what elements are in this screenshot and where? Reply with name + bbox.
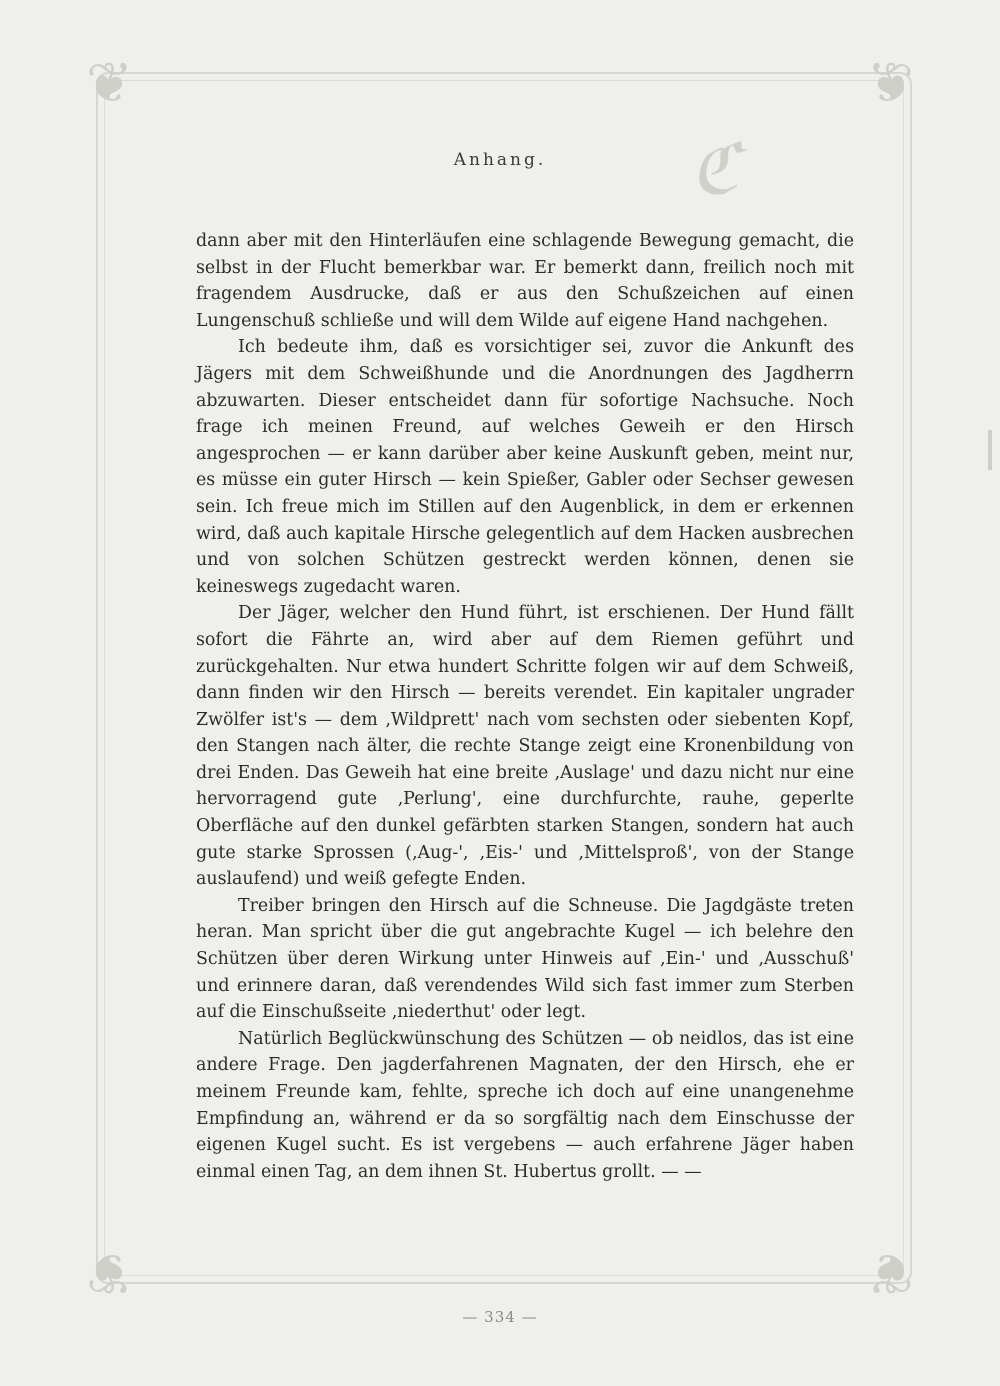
corner-ornament-icon: ❦ (86, 51, 133, 116)
paragraph: dann aber mit den Hinterläufen eine schlagende Bewegung gemacht, die selbst in der Flucht bemerkbar war. Er bemerkt dann, freilich noch mit fragendem Ausdrucke, daß er aus den Schußzeichen auf einen Lungenschuß schließe und will dem Wilde auf eigene Hand nachgehen. (196, 231, 854, 331)
corner-ornament-icon: ❦ (867, 51, 914, 116)
paragraph: Treiber bringen den Hirsch auf die Schneuse. Die Jagdgäste treten heran. Man spricht über die gut angebrachte Kugel — ich belehre den Schützen über deren Wirkung unter Hinweis auf ‚Ein-' und ‚Ausschuß' und erinnere daran, daß verendendes Wild sich fast immer zum Sterben auf die Einschußseite ‚niederthut' oder legt. (196, 895, 854, 1023)
running-head: Anhang. (453, 150, 547, 170)
paragraph: Natürlich Beglückwünschung des Schützen — ob neidlos, das ist eine andere Frage. Den jagderfahrenen Magnaten, der den Hirsch, ehe er meinem Freunde kam, fehlte, spreche ich doch auf eine unangenehme Empfindung an, während er da so sorgfältig nach dem Einschusse der eigenen Kugel sucht. Es ist vergebens — auch erfahrene Jäger haben einmal einen Tag, an dem ihnen St. Hubertus grollt. — — (196, 1028, 854, 1182)
body-text (196, 228, 854, 1185)
corner-ornament-icon: ❦ (867, 1240, 914, 1305)
flourish-icon: ℭ (690, 128, 740, 210)
corner-ornament-icon: ❦ (86, 1240, 133, 1305)
page-number: — 334 — (462, 1308, 538, 1326)
page-edge-mark (988, 430, 992, 470)
paragraph: Der Jäger, welcher den Hund führt, ist erschienen. Der Hund fällt sofort die Fährte an, wird aber auf dem Riemen geführt und zurückgehalten. Nur etwa hundert Schritte folgen wir auf dem Schweiß, dann finden wir den Hirsch — bereits verendet. Ein kapitaler ungrader Zwölfer ist's — dem ‚Wildprett' nach vom sechsten oder siebenten Kopf, den Stangen nach älter, die rechte Stange zeigt eine Kronenbildung von drei Enden. Das Geweih hat eine breite ‚Auslage' und dazu nicht nur eine hervorragend gute ‚Perlung', eine durchfurchte, rauhe, geperlte Oberfläche auf den dunkel gefärbten starken Stangen, sondern hat auch gute starke Sprossen (‚Aug-', ‚Eis-' und ‚Mittelsproß', von der Stange auslaufend) und weiß gefegte Enden. (196, 603, 854, 890)
paragraph: Ich bedeute ihm, daß es vorsichtiger sei, zuvor die Ankunft des Jägers mit dem Schweißhunde und die Anordnungen des Jagdherrn abzuwarten. Dieser entscheidet dann für sofortige Nachsuche. Noch frage ich meinen Freund, auf welches Geweih er den Hirsch angesprochen — er kann darüber aber keine Auskunft geben, meint nur, es müsse ein guter Hirsch — kein Spießer, Gabler oder Sechser gewesen sein. Ich freue mich im Stillen auf den Augenblick, in dem er erkennen wird, daß auch kapitale Hirsche gelegentlich auf dem Hacken ausbrechen und von solchen Schützen gestreckt werden können, denen sie keineswegs zugedacht waren. (196, 337, 854, 597)
